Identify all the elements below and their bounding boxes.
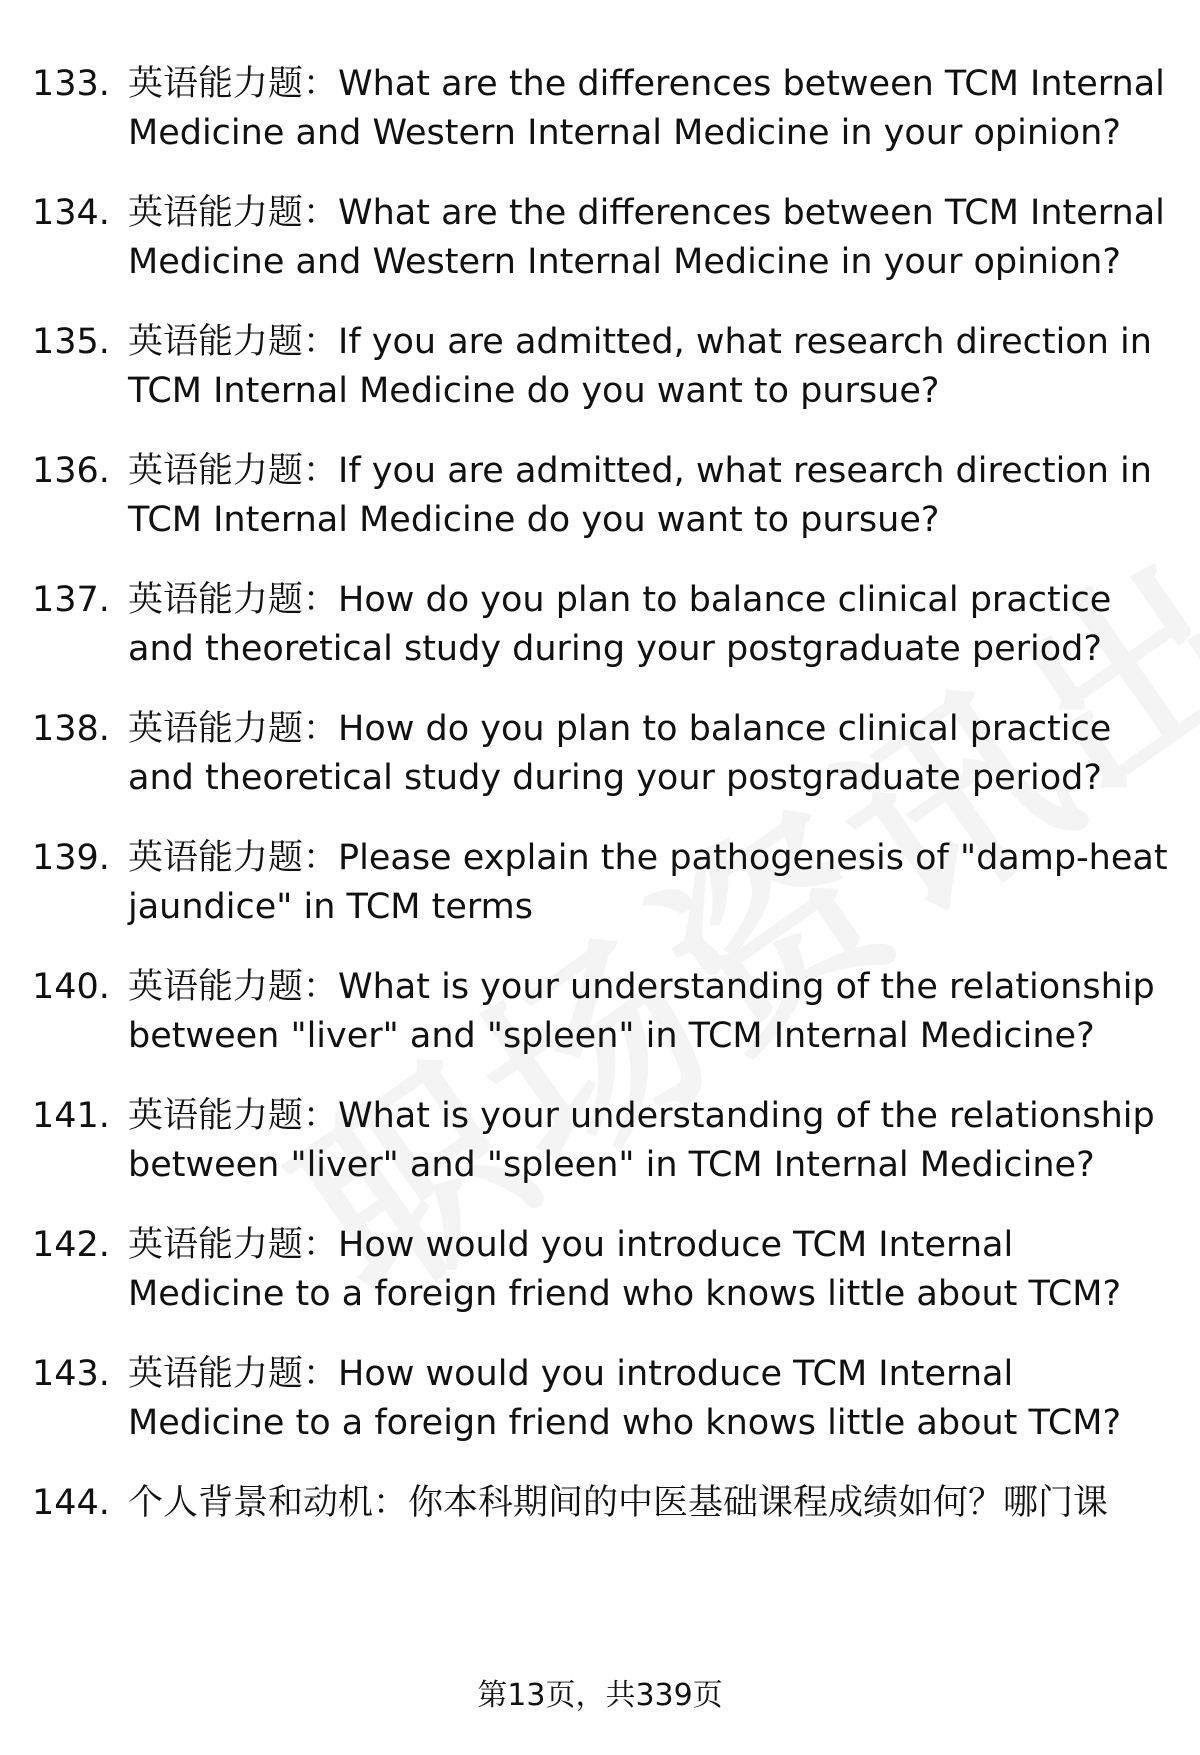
- question-item: [0, 447, 1200, 544]
- question-body: [128, 963, 1168, 1060]
- question-number: 140.: [32, 967, 110, 1007]
- question-text: If you are admitted, what research direction in TCM Internal Medicine do you want to pursue?: [128, 322, 1152, 411]
- question-text: How do you plan to balance clinical practice and theoretical study during your postgraduate period?: [128, 709, 1112, 798]
- question-number: 134.: [32, 193, 110, 233]
- question-category: 英语能力题：: [128, 322, 339, 362]
- question-category: 英语能力题：: [128, 709, 339, 749]
- question-body: [128, 1350, 1168, 1447]
- question-text: How would you introduce TCM Internal Medicine to a foreign friend who knows little about TCM?: [128, 1354, 1122, 1443]
- question-number: 136.: [32, 451, 110, 491]
- question-number: 142.: [32, 1225, 110, 1265]
- question-category: 个人背景和动机：: [128, 1483, 409, 1523]
- question-item: [0, 576, 1200, 673]
- question-text: If you are admitted, what research direction in TCM Internal Medicine do you want to pursue?: [128, 451, 1152, 540]
- page-footer: 第13页，共339页: [477, 1678, 723, 1713]
- question-text: What is your understanding of the relationship between "liver" and "spleen" in TCM Internal Medicine?: [128, 1096, 1155, 1185]
- question-number: 135.: [32, 322, 110, 362]
- question-body: [128, 189, 1168, 286]
- question-body: [128, 576, 1168, 673]
- question-category: 英语能力题：: [128, 1225, 339, 1265]
- question-number: 133.: [32, 64, 110, 104]
- question-body: [128, 447, 1168, 544]
- question-text: What is your understanding of the relationship between "liver" and "spleen" in TCM Internal Medicine?: [128, 967, 1155, 1056]
- question-number: 139.: [32, 838, 110, 878]
- question-body: [128, 60, 1168, 157]
- question-category: 英语能力题：: [128, 838, 339, 878]
- question-item: [0, 1092, 1200, 1189]
- question-text: What are the differences between TCM Internal Medicine and Western Internal Medicine in your opinion?: [128, 193, 1165, 282]
- question-body: [128, 1479, 1168, 1528]
- question-number: 138.: [32, 709, 110, 749]
- question-body: [128, 1221, 1168, 1318]
- question-category: 英语能力题：: [128, 193, 339, 233]
- question-item: [0, 60, 1200, 157]
- question-item: [0, 834, 1200, 931]
- question-number: 141.: [32, 1096, 110, 1136]
- question-body: [128, 834, 1168, 931]
- question-category: 英语能力题：: [128, 1096, 339, 1136]
- question-body: [128, 705, 1168, 802]
- question-text: Please explain the pathogenesis of "damp-heat jaundice" in TCM terms: [128, 838, 1168, 927]
- question-category: 英语能力题：: [128, 580, 339, 620]
- question-item: [0, 705, 1200, 802]
- question-text: What are the differences between TCM Internal Medicine and Western Internal Medicine in your opinion?: [128, 64, 1165, 153]
- question-text: How do you plan to balance clinical practice and theoretical study during your postgraduate period?: [128, 580, 1112, 669]
- question-list: [0, 60, 1200, 1560]
- question-body: [128, 318, 1168, 415]
- question-item: [0, 318, 1200, 415]
- question-number: 143.: [32, 1354, 110, 1394]
- question-text: How would you introduce TCM Internal Medicine to a foreign friend who knows little about TCM?: [128, 1225, 1122, 1314]
- question-item: [0, 189, 1200, 286]
- question-text: 你本科期间的中医基础课程成绩如何？哪门课: [408, 1483, 1109, 1523]
- question-category: 英语能力题：: [128, 967, 339, 1007]
- question-category: 英语能力题：: [128, 1354, 339, 1394]
- question-body: [128, 1092, 1168, 1189]
- question-category: 英语能力题：: [128, 64, 339, 104]
- question-item: [0, 963, 1200, 1060]
- question-item: [0, 1479, 1200, 1528]
- question-item: [0, 1350, 1200, 1447]
- question-item: [0, 1221, 1200, 1318]
- question-number: 137.: [32, 580, 110, 620]
- question-number: 144.: [32, 1483, 110, 1523]
- question-category: 英语能力题：: [128, 451, 339, 491]
